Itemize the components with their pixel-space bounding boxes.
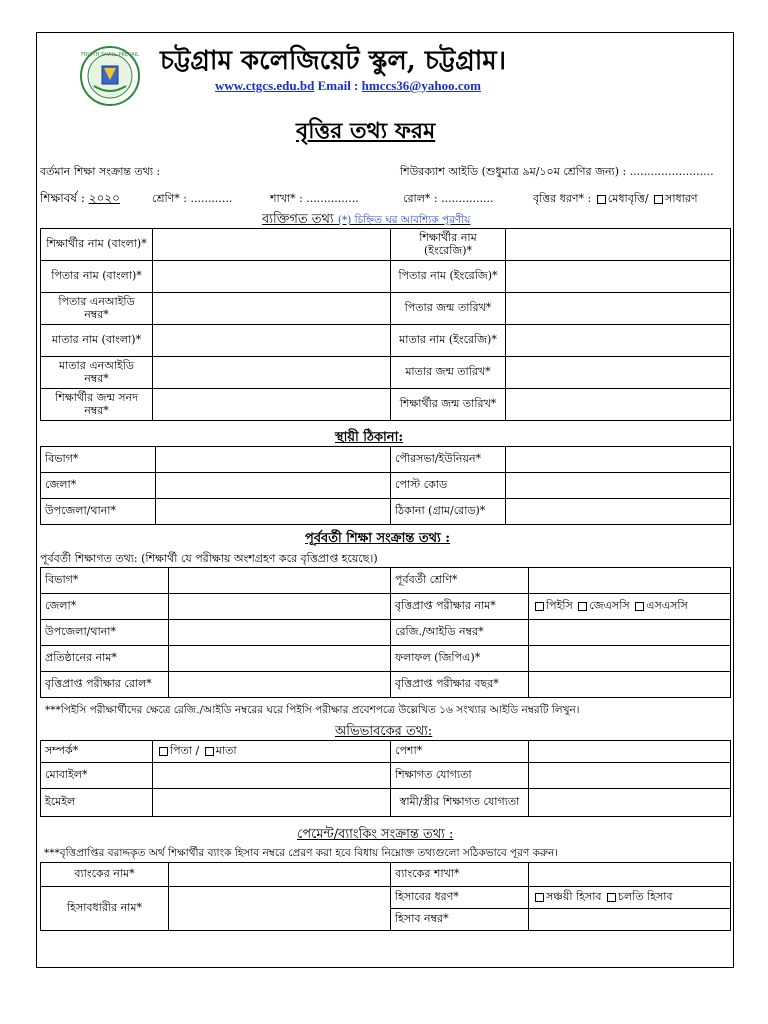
current-edu-label: বর্তমান শিক্ষা সংক্রান্ত তথ্য :	[40, 165, 161, 178]
table-row	[41, 357, 731, 389]
cell-label: সম্পর্ক*	[41, 741, 153, 763]
table-row	[41, 568, 731, 594]
class-field[interactable]: শ্রেণি* : ............	[152, 192, 233, 205]
cell-label: ব্যাংকের নাম*	[41, 863, 169, 887]
input-cell[interactable]	[169, 620, 391, 646]
input-cell[interactable]	[153, 293, 391, 325]
savings-checkbox[interactable]	[535, 893, 544, 902]
input-cell[interactable]	[506, 499, 731, 525]
input-cell[interactable]	[506, 293, 731, 325]
shikkha-id-field[interactable]: শিউরক্যাশ আইডি (শুধুমাত্র ৯ম/১০ম শ্রেণির জন্য) : ........................	[400, 165, 714, 178]
cell-label: মোবাইল*	[41, 763, 153, 789]
previous-subtitle: পূর্ববর্তী শিক্ষাগত তথ্য: (শিক্ষার্থী যে পরীক্ষায় অংশগ্রহণ করে বৃত্তিপ্রাপ্ত হয়েছে।)	[40, 552, 378, 565]
input-cell[interactable]	[169, 887, 391, 931]
payment-note: ***বৃত্তিপ্রাপ্তির বরাদ্দকৃত অর্থ শিক্ষার্থীর ব্যাংক হিসাব নম্বরে প্রেরণ করা হবে বিধায় নিম্নোক্ত তথ্যগুলো সঠিকভাবে পূরণ করুন।	[44, 847, 559, 859]
input-cell[interactable]	[153, 357, 391, 389]
merit-label: মেধাবৃত্তি/	[607, 192, 649, 205]
address-table	[40, 446, 731, 525]
cell-label: পিতার এনআইডি নম্বর*	[41, 293, 153, 325]
table-row	[41, 646, 731, 672]
input-cell[interactable]	[156, 473, 391, 499]
current-checkbox[interactable]	[607, 893, 616, 902]
cell-label: বৃত্তিপ্রাপ্ত পরীক্ষার নাম*	[391, 594, 529, 620]
cell-label: শিক্ষার্থীর জন্ম সনদ নম্বর*	[41, 389, 153, 421]
cell-label: শিক্ষাগত যোগ্যতা	[391, 763, 529, 789]
contact-line	[215, 78, 481, 94]
table-row	[41, 473, 731, 499]
account-type-options: সঞ্চয়ী হিসাব চলতি হিসাব	[529, 887, 731, 909]
input-cell[interactable]	[529, 789, 731, 817]
table-row	[41, 620, 731, 646]
input-cell[interactable]	[153, 229, 391, 261]
school-logo	[80, 46, 140, 106]
session-row	[40, 190, 120, 210]
cell-label: পৌরসভা/ইউনিয়ন*	[391, 447, 506, 473]
email-label: Email :	[317, 78, 359, 93]
cell-label: পিতার নাম (ইংরেজি)*	[391, 261, 506, 293]
form-title: বৃত্তির তথ্য ফরম	[296, 118, 436, 144]
input-cell[interactable]	[529, 863, 731, 887]
input-cell[interactable]	[529, 620, 731, 646]
general-checkbox[interactable]	[654, 195, 663, 204]
personal-section-title: ব্যক্তিগত তথ্য (*) চিহ্নিত ঘর আবশ্যিক পূরণীয়	[262, 212, 471, 227]
cell-label: মাতার নাম (ইংরেজি)*	[391, 325, 506, 357]
cell-label: বিভাগ*	[41, 568, 169, 594]
table-row	[41, 741, 731, 763]
table-row	[41, 447, 731, 473]
table-row	[41, 672, 731, 698]
cell-label: পূর্ববর্তী শ্রেণি*	[391, 568, 529, 594]
input-cell[interactable]	[153, 789, 391, 817]
session-label: শিক্ষাবর্ষ :	[40, 191, 85, 205]
website-link[interactable]: www.ctgcs.edu.bd	[215, 78, 315, 93]
table-row	[41, 229, 731, 261]
cell-label: পিতার জন্ম তারিখ*	[391, 293, 506, 325]
cell-label: মাতার নাম (বাংলা)*	[41, 325, 153, 357]
input-cell[interactable]	[506, 357, 731, 389]
branch-field[interactable]: শাখা* : ...............	[270, 192, 359, 205]
table-row	[41, 763, 731, 789]
cell-label: হিসাব নম্বর*	[391, 909, 529, 931]
previous-section-title: পূর্ববর্তী শিক্ষা সংক্রান্ত তথ্য :	[305, 531, 451, 546]
relation-options: পিতা / মাতা	[153, 741, 391, 763]
cell-label: উপজেলা/থানা*	[41, 620, 169, 646]
input-cell[interactable]	[506, 389, 731, 421]
input-cell[interactable]	[169, 672, 391, 698]
previous-table	[40, 567, 731, 698]
cell-label: পিতার নাম (বাংলা)*	[41, 261, 153, 293]
input-cell[interactable]	[506, 229, 731, 261]
cell-label: ঠিকানা (গ্রাম/রোড)*	[391, 499, 506, 525]
input-cell[interactable]	[529, 672, 731, 698]
pec-checkbox[interactable]	[535, 602, 544, 611]
input-cell[interactable]	[169, 863, 391, 887]
table-row	[41, 594, 731, 620]
guardian-section-title: অভিভাবকের তথ্য:	[335, 724, 433, 739]
cell-label: ব্যাংকের শাখা*	[391, 863, 529, 887]
input-cell[interactable]	[529, 741, 731, 763]
input-cell[interactable]	[506, 261, 731, 293]
father-checkbox[interactable]	[159, 747, 168, 756]
cell-label: শিক্ষার্থীর জন্ম তারিখ*	[391, 389, 506, 421]
payment-table	[40, 862, 731, 931]
personal-table	[40, 228, 731, 421]
table-row	[41, 293, 731, 325]
input-cell[interactable]	[529, 909, 731, 931]
input-cell[interactable]	[506, 447, 731, 473]
exam-options: পিইসি জেএসসি এসএসসি	[529, 594, 731, 620]
input-cell[interactable]	[153, 389, 391, 421]
table-row	[41, 789, 731, 817]
cell-label: উপজেলা/থানা*	[41, 499, 156, 525]
cell-label: বৃত্তিপ্রাপ্ত পরীক্ষার রোল*	[41, 672, 169, 698]
cell-label: পেশা*	[391, 741, 529, 763]
input-cell[interactable]	[169, 646, 391, 672]
svg-text:FRUITH SHALL PREVAIL: FRUITH SHALL PREVAIL	[81, 52, 139, 58]
table-row	[41, 389, 731, 421]
cell-label: পোস্ট কোড	[391, 473, 506, 499]
cell-label: হিসাবধারীর নাম*	[41, 887, 169, 931]
merit-checkbox[interactable]	[597, 195, 606, 204]
table-row	[41, 887, 731, 909]
jsc-checkbox[interactable]	[578, 602, 587, 611]
general-label: সাধারণ	[665, 192, 698, 205]
cell-label: মাতার এনআইডি নম্বর*	[41, 357, 153, 389]
payment-section-title: পেমেন্ট/ব্যাংকিং সংক্রান্ত তথ্য :	[297, 827, 454, 842]
input-cell[interactable]	[153, 325, 391, 357]
input-cell[interactable]	[529, 568, 731, 594]
ssc-checkbox[interactable]	[635, 602, 644, 611]
cell-label: রেজি./আইডি নম্বর*	[391, 620, 529, 646]
pec-footnote: ***পিইসি পরীক্ষার্থীদের ক্ষেত্রে রেজি./আইডি নম্বরের ঘরে পিইসি পরীক্ষার প্রবেশপত্রে উল্লেখিত ১৬ সংখ্যার আইডি নম্বরটি লিখুন।	[45, 704, 580, 716]
mandatory-note: (*) চিহ্নিত ঘর আবশ্যিক পূরণীয়	[337, 214, 471, 226]
scholarship-type	[533, 190, 698, 209]
input-cell[interactable]	[529, 763, 731, 789]
cell-label: জেলা*	[41, 594, 169, 620]
mother-checkbox[interactable]	[205, 747, 214, 756]
cell-label: ইমেইল	[41, 789, 153, 817]
table-row	[41, 261, 731, 293]
cell-label: স্বামী/স্ত্রীর শিক্ষাগত যোগ্যতা	[391, 789, 529, 817]
cell-label: বিভাগ*	[41, 447, 156, 473]
cell-label: হিসাবের ধরণ*	[391, 887, 529, 909]
input-cell[interactable]	[156, 499, 391, 525]
cell-label: প্রতিষ্ঠানের নাম*	[41, 646, 169, 672]
table-row	[41, 325, 731, 357]
input-cell[interactable]	[153, 261, 391, 293]
cell-label: জেলা*	[41, 473, 156, 499]
input-cell[interactable]	[169, 568, 391, 594]
cell-label: বৃত্তিপ্রাপ্ত পরীক্ষার বছর*	[391, 672, 529, 698]
input-cell[interactable]	[506, 325, 731, 357]
cell-label: মাতার জন্ম তারিখ*	[391, 357, 506, 389]
input-cell[interactable]	[169, 594, 391, 620]
address-section-title: স্থায়ী ঠিকানা:	[335, 430, 404, 445]
cell-label: শিক্ষার্থীর নাম (বাংলা)*	[41, 229, 153, 261]
guardian-table	[40, 740, 731, 817]
session-value: ২০২০	[88, 191, 120, 205]
scholarship-type-label: বৃত্তির ধরণ* :	[533, 192, 592, 205]
cell-label: শিক্ষার্থীর নাম (ইংরেজি)*	[391, 229, 506, 261]
input-cell[interactable]	[529, 646, 731, 672]
school-name: চট্টগ্রাম কলেজিয়েট স্কুল, চট্টগ্রাম।	[160, 46, 507, 76]
roll-field[interactable]: রোল* : ...............	[403, 192, 494, 205]
table-row	[41, 499, 731, 525]
input-cell[interactable]	[506, 473, 731, 499]
email-link[interactable]: hmccs36@yahoo.com	[361, 78, 481, 93]
input-cell[interactable]	[156, 447, 391, 473]
input-cell[interactable]	[153, 763, 391, 789]
cell-label: ফলাফল (জিপিএ)*	[391, 646, 529, 672]
table-row	[41, 863, 731, 887]
